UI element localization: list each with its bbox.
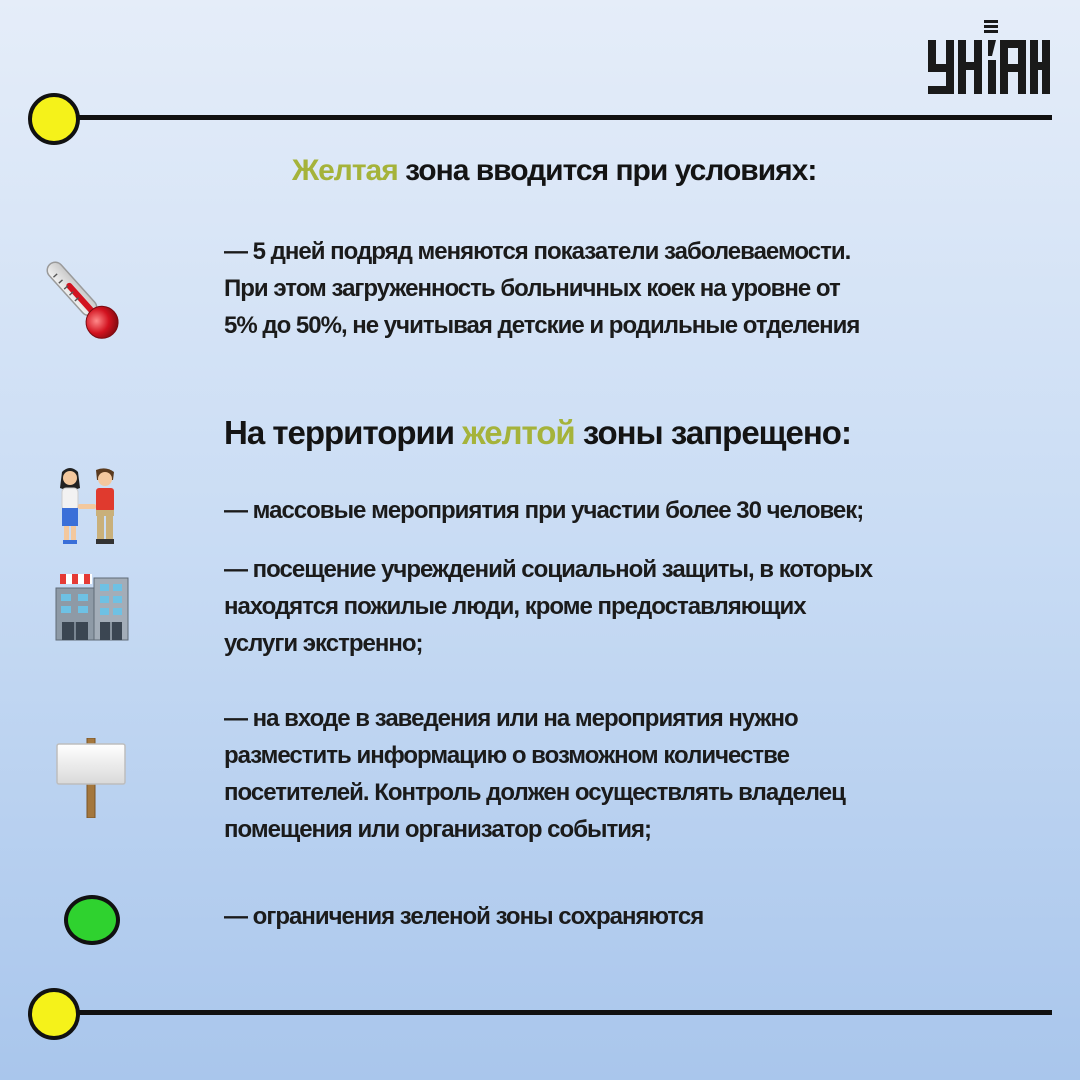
bottom-timeline <box>28 988 1052 1044</box>
prohibition-item: — ограничения зеленой зоны сохраняются <box>224 903 704 930</box>
prohibited-heading-start: На территории <box>224 414 463 451</box>
uniyan-logo <box>924 18 1054 98</box>
yellow-dot-icon <box>28 988 80 1040</box>
top-timeline <box>28 93 1052 149</box>
yellow-dot-icon <box>28 93 80 145</box>
prohibited-heading-accent: желтой <box>462 414 575 451</box>
prohibited-heading <box>224 414 851 452</box>
prohibited-heading-end: зоны запрещено: <box>574 414 851 451</box>
prohibition-item: — посещение учреждений социальной защиты, в которых находятся пожилые люди, кроме предоставляющих услуги экстренно; <box>224 556 873 657</box>
condition-text: — 5 дней подряд меняются показатели заболеваемости. При этом загруженность больничных коек на уровне от 5% до 50%, не учитывая детские и родильные отделения <box>224 238 860 339</box>
prohibition-item: — массовые мероприятия при участии более 30 человек; <box>224 497 864 524</box>
conditions-heading <box>292 154 816 188</box>
timeline-line <box>78 115 1052 120</box>
timeline-line <box>78 1010 1052 1015</box>
sign-icon <box>55 738 127 818</box>
thermometer-icon <box>36 258 128 342</box>
green-dot-icon <box>64 895 120 945</box>
conditions-heading-text: зона вводится при условиях: <box>397 154 817 187</box>
building-icon <box>54 572 130 642</box>
conditions-heading-accent: Желтая <box>292 154 398 187</box>
couple-icon <box>56 466 128 548</box>
prohibition-item: — на входе в заведения или на мероприятия нужно разместить информацию о возможном количестве посетителей. Контроль должен осуществлять владелец помещения или организатор события; <box>224 705 845 843</box>
